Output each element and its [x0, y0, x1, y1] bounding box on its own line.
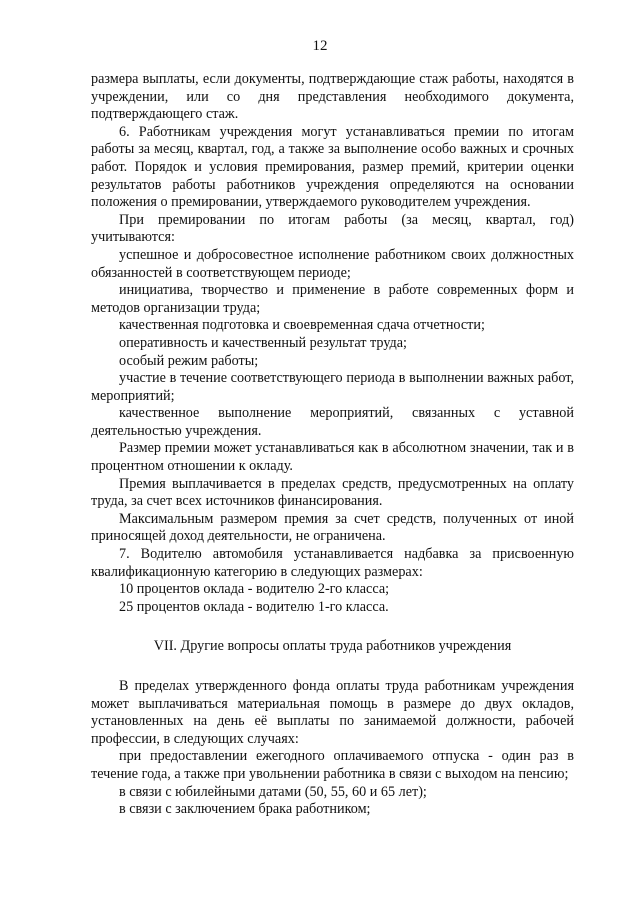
paragraph: Максимальным размером премия за счет средств, полученных от иной приносящей доход деятельности, не ограничена.	[91, 510, 574, 545]
list-item: качественное выполнение мероприятий, связанных с уставной деятельностью учреждения.	[91, 405, 574, 439]
list-item: инициатива, творчество и применение в работе современных форм и методов организации труда;	[91, 282, 574, 316]
list-item: в связи с юбилейными датами (50, 55, 60 и 65 лет);	[119, 783, 427, 800]
list-item: 10 процентов оклада - водителю 2-го класса;	[119, 581, 390, 598]
paragraph: 7. Водителю автомобиля устанавливается надбавка за присвоенную квалификационную категорию в следующих размерах:	[91, 546, 574, 580]
list-item: успешное и добросовестное исполнение работником своих должностных обязанностей в соответствующем периоде;	[91, 246, 574, 281]
list-item: участие в течение соответствующего периода в выполнении важных работ, мероприятий;	[91, 370, 574, 404]
paragraph: При премировании по итогам работы (за месяц, квартал, год) учитываются:	[91, 211, 574, 246]
page-number: 12	[312, 38, 328, 54]
paragraph: Премия выплачивается в пределах средств, предусмотренных на оплату труда, за счет всех источников финансирования.	[91, 475, 574, 510]
paragraph: 6. Работникам учреждения могут устанавливаться премии по итогам работы за месяц, квартал, год, а также за выполнение особо важных и срочных работ. Порядок и условия премирования, размер премий, критерии оценки результатов работы работников учреждения определяются на основании положения о премировании, утверждаемого руководителем учреждения.	[91, 123, 574, 211]
list-item: оперативность и качественный результат труда;	[119, 334, 407, 351]
list-item: при предоставлении ежегодного оплачиваемого отпуска - один раз в течение года, а также при увольнении работника в связи с выходом на пенсию;	[91, 748, 574, 782]
section-heading: VII. Другие вопросы оплаты труда работников учреждения	[153, 638, 512, 655]
list-item: в связи с заключением брака работником;	[119, 801, 371, 818]
paragraph: Размер премии может устанавливаться как в абсолютном значении, так и в процентном отношении к окладу.	[91, 440, 574, 475]
list-item: 25 процентов оклада - водителю 1-го класса.	[119, 598, 389, 615]
list-item: качественная подготовка и своевременная сдача отчетности;	[119, 317, 485, 334]
paragraph: В пределах утвержденного фонда оплаты труда работникам учреждения может выплачиваться материальная помощь в размере до двух окладов, установленных на день её выплаты по занимаемой должности, рабочей профессии, в следующих случаях:	[91, 678, 574, 747]
document-body	[91, 71, 574, 819]
paragraph: размера выплаты, если документы, подтверждающие стаж работы, находятся в учреждении, или со дня представления необходимого документа, подтверждающего стаж.	[91, 71, 574, 123]
list-item: особый режим работы;	[119, 352, 259, 369]
